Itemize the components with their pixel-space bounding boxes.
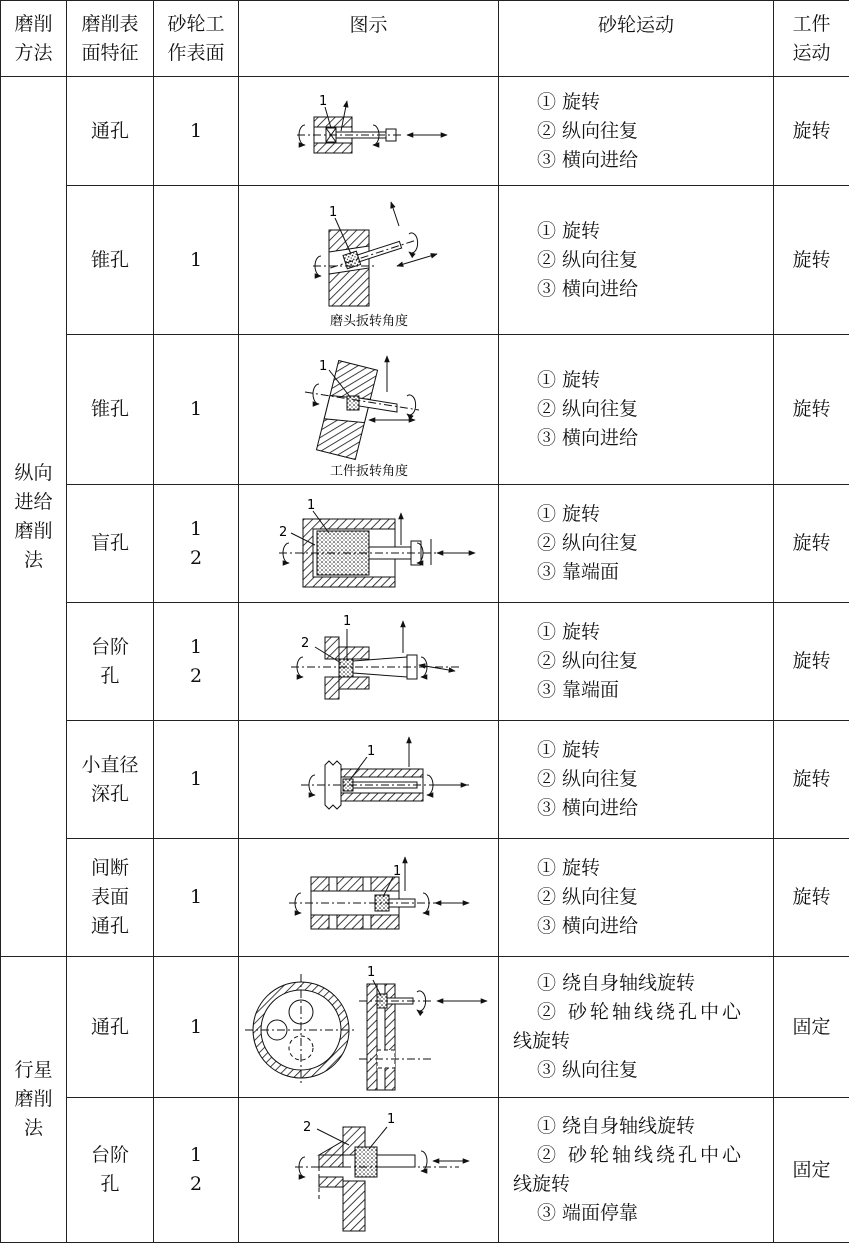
feature-cell: 小直径 深孔 [67, 721, 154, 839]
work-motion-cell: 旋转 [774, 485, 849, 603]
wheel-motion-cell: ① 旋转 ② 纵向往复 ③ 横向进给 [499, 335, 774, 485]
figure-cell [239, 603, 499, 721]
label-2: 2 [279, 525, 287, 540]
work-motion-cell: 固定 [774, 1098, 849, 1243]
label-2: 2 [301, 636, 309, 651]
label-1: 1 [367, 744, 375, 759]
table-row [1, 603, 849, 721]
work-motion-cell: 旋转 [774, 603, 849, 721]
label-1: 1 [343, 614, 351, 629]
stepped-hole-diagram [259, 607, 479, 717]
wheel-motion-cell: ① 旋转 ② 纵向往复 ③ 横向进给 [499, 186, 774, 335]
wheel-motion-cell: ① 绕自身轴线旋转 ② 砂轮轴线绕孔中心 线旋转 ③ 端面停靠 [499, 1098, 774, 1243]
surface-cell: 1 [154, 721, 239, 839]
wheel-motion-cell: ① 旋转 ② 纵向往复 ③ 横向进给 [499, 77, 774, 186]
surface-cell: 1 [154, 335, 239, 485]
surface-cell: 1 [154, 77, 239, 186]
header-figure: 图示 [239, 1, 499, 77]
feature-cell: 盲孔 [67, 485, 154, 603]
surface-cell: 1 2 [154, 1098, 239, 1243]
label-2: 2 [303, 1120, 311, 1135]
feature-cell: 台阶 孔 [67, 1098, 154, 1243]
work-motion-cell: 固定 [774, 957, 849, 1098]
figure-caption: 磨头扳转角度 [329, 313, 407, 329]
label-1: 1 [319, 359, 327, 374]
header-surface: 砂轮工 作表面 [154, 1, 239, 77]
label-1: 1 [307, 498, 315, 513]
figure-cell [239, 839, 499, 957]
wheel-motion-cell: ① 旋转 ② 纵向往复 ③ 靠端面 [499, 485, 774, 603]
table-row [1, 485, 849, 603]
feature-cell: 通孔 [67, 77, 154, 186]
planetary-stepped-hole-diagram [259, 1101, 479, 1239]
figure-cell [239, 485, 499, 603]
figure-caption: 工件扳转角度 [329, 463, 407, 479]
wheel-motion-cell: ① 绕自身轴线旋转 ② 砂轮轴线绕孔中心 线旋转 ③ 纵向往复 [499, 957, 774, 1098]
taper-hole-head-tilt-diagram [269, 190, 469, 330]
surface-cell: 1 [154, 186, 239, 335]
feature-cell: 通孔 [67, 957, 154, 1098]
blind-hole-diagram [249, 489, 489, 599]
figure-cell [239, 335, 499, 485]
surface-cell: 1 [154, 957, 239, 1098]
header-work-motion: 工件 运动 [774, 1, 849, 77]
taper-hole-work-tilt-diagram [269, 340, 469, 480]
wheel-motion-cell: ① 旋转 ② 纵向往复 ③ 靠端面 [499, 603, 774, 721]
label-1: 1 [367, 965, 375, 980]
wheel-motion-cell: ① 旋转 ② 纵向往复 ③ 横向进给 [499, 839, 774, 957]
figure-cell [239, 721, 499, 839]
surface-cell: 1 2 [154, 603, 239, 721]
feature-cell: 锥孔 [67, 335, 154, 485]
label-1: 1 [319, 94, 327, 109]
table-row [1, 721, 849, 839]
surface-cell: 1 [154, 839, 239, 957]
header-wheel-motion: 砂轮运动 [499, 1, 774, 77]
figure-cell [239, 186, 499, 335]
label-1: 1 [387, 1112, 395, 1127]
through-hole-diagram [269, 81, 469, 181]
surface-cell: 1 2 [154, 485, 239, 603]
feature-cell: 锥孔 [67, 186, 154, 335]
feature-cell: 台阶 孔 [67, 603, 154, 721]
interrupted-through-hole-diagram [259, 843, 479, 953]
table-row [1, 957, 849, 1098]
work-motion-cell: 旋转 [774, 839, 849, 957]
work-motion-cell: 旋转 [774, 335, 849, 485]
table-row [1, 839, 849, 957]
figure-cell [239, 957, 499, 1098]
figure-cell [239, 77, 499, 186]
figure-cell [239, 1098, 499, 1243]
small-deep-hole-diagram [259, 725, 479, 835]
method-cell-planetary: 行星 磨削 法 [1, 957, 67, 1243]
wheel-motion-cell: ① 旋转 ② 纵向往复 ③ 横向进给 [499, 721, 774, 839]
planetary-through-hole-diagram [241, 960, 497, 1094]
method-cell-longitudinal: 纵向 进给 磨削 法 [1, 77, 67, 957]
table-row [1, 1098, 849, 1243]
label-1: 1 [329, 205, 337, 220]
header-method: 磨削 方法 [1, 1, 67, 77]
header-row [1, 1, 849, 77]
work-motion-cell: 旋转 [774, 186, 849, 335]
table-row [1, 77, 849, 186]
header-feature: 磨削表 面特征 [67, 1, 154, 77]
feature-cell: 间断 表面 通孔 [67, 839, 154, 957]
label-1: 1 [393, 864, 401, 879]
table-row [1, 186, 849, 335]
table-row [1, 335, 849, 485]
work-motion-cell: 旋转 [774, 77, 849, 186]
work-motion-cell: 旋转 [774, 721, 849, 839]
